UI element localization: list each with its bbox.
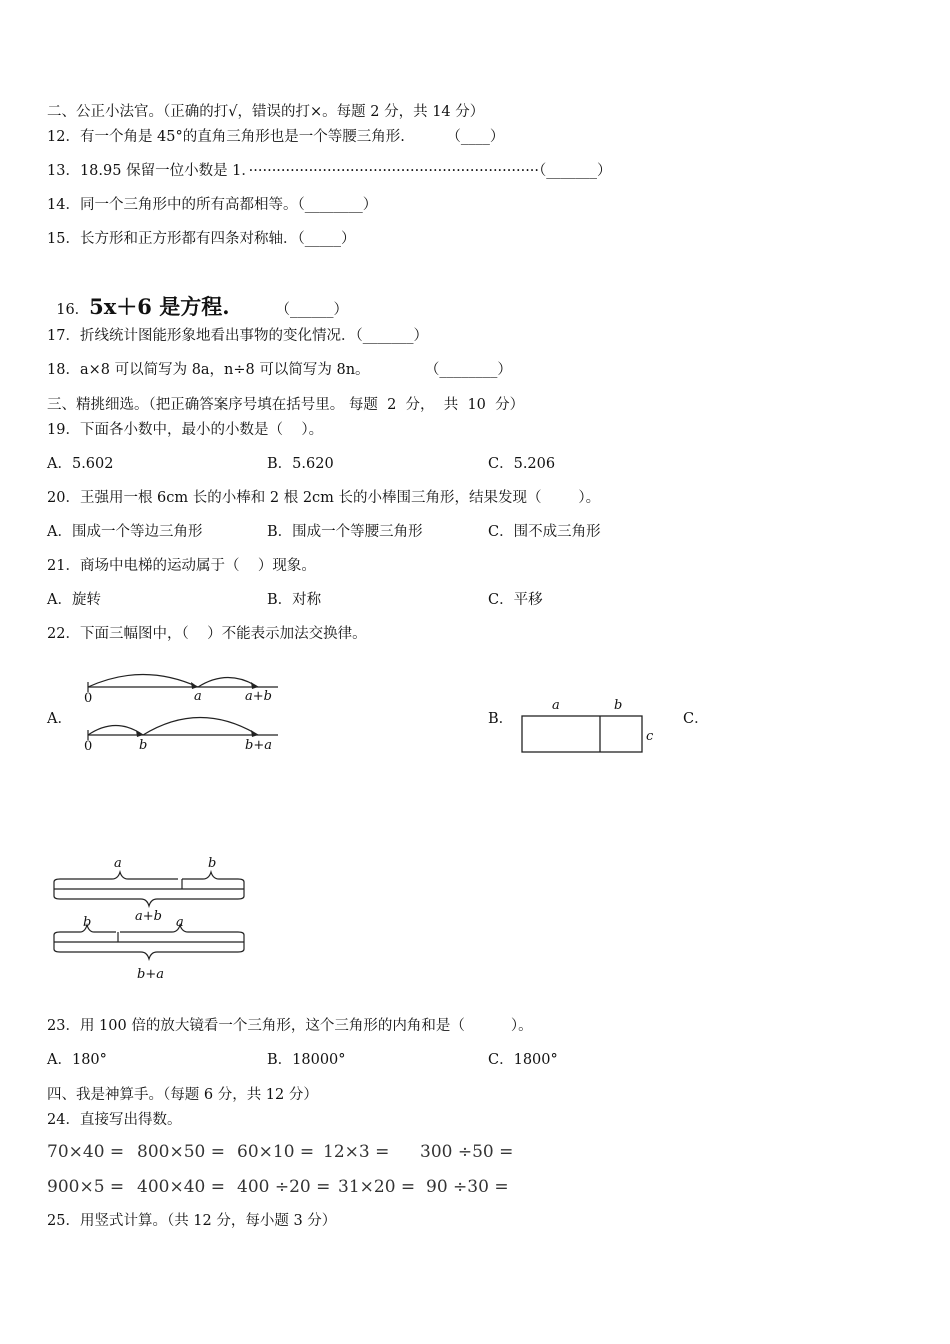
question-20: 20．王强用一根 6cm 长的小棒和 2 根 2cm 长的小棒围三角形，结果发现（ ）。: [47, 490, 601, 506]
fig-a-zero-top: 0: [84, 691, 93, 706]
fig-c-bottom-label-a: a: [176, 915, 184, 930]
question-21: 21．商场中电梯的运动属于（ ）现象。: [47, 558, 316, 574]
q19-option-a: A．5.602: [47, 456, 114, 472]
fig-c-bottom-label-b: b: [83, 915, 92, 930]
question-13: 13．18.95 保留一位小数是 1．·······························································（_______）: [47, 163, 612, 179]
fig-c-label-a-plus-b: a+b: [135, 909, 162, 924]
question-15: 15．长方形和正方形都有四条对称轴．（_____）: [47, 231, 356, 247]
figure-c-braces: [48, 852, 258, 987]
question-22: 22．下面三幅图中，（ ）不能表示加法交换律。: [47, 626, 367, 642]
fig-a-label-a-plus-b: a+b: [245, 689, 272, 704]
fig-b-label-a: a: [552, 698, 560, 713]
calc-row2-item5: 90 ÷30 =: [426, 1177, 509, 1197]
section4-heading: 四、我是神算手。（每题 6 分，共 12 分）: [47, 1087, 318, 1103]
question-12: 12．有一个角是 45°的直角三角形也是一个等腰三角形. （____）: [47, 129, 505, 145]
q19-option-b: B．5.620: [267, 456, 334, 472]
section3-heading: 三、精挑细选。（把正确答案序号填在括号里。 每题 2 分， 共 10 分）: [47, 397, 525, 413]
fig-a-label-b-plus-a: b+a: [245, 738, 272, 753]
q23-option-b: B．18000°: [267, 1052, 346, 1068]
question-16-blank: （______）: [275, 302, 349, 318]
figure-b-rectangle: [515, 692, 665, 758]
fig-c-top-label-b: b: [208, 856, 217, 871]
question-16-number: 16．: [56, 302, 90, 318]
figure-a-number-lines: [78, 660, 288, 760]
fig-c-top-label-a: a: [114, 856, 122, 871]
q19-option-c: C．5.206: [488, 456, 556, 472]
q21-option-b: B．对称: [267, 592, 322, 608]
calc-row1-item5: 300 ÷50 =: [420, 1142, 514, 1162]
question-17: 17．折线统计图能形象地看出事物的变化情况．（_______）: [47, 328, 428, 344]
q20-option-c: C．围不成三角形: [488, 524, 601, 540]
question-25: 25．用竖式计算。（共 12 分，每小题 3 分）: [47, 1213, 337, 1229]
calc-row2-item4: 31×20 =: [338, 1177, 416, 1197]
fig-b-label-c: c: [646, 729, 654, 744]
q20-option-a: A．围成一个等边三角形: [47, 524, 203, 540]
q22-label-c: C．: [683, 711, 709, 727]
question-18: 18．a×8 可以简写为 8a，n÷8 可以简写为 8n。 （________）: [47, 362, 512, 378]
q21-option-c: C．平移: [488, 592, 543, 608]
question-23: 23．用 100 倍的放大镜看一个三角形，这个三角形的内角和是（ ）。: [47, 1018, 533, 1034]
q23-option-a: A．180°: [47, 1052, 107, 1068]
calc-row2-item3: 400 ÷20 =: [237, 1177, 331, 1197]
calc-row1-item2: 800×50 =: [137, 1142, 225, 1162]
question-19: 19．下面各小数中，最小的小数是（ ）。: [47, 422, 324, 438]
calc-row1-item4: 12×3 =: [323, 1142, 390, 1162]
fig-a-zero-bottom: 0: [84, 739, 93, 754]
fig-a-label-a: a: [194, 689, 202, 704]
question-16-expression: 5x＋6 是方程.: [89, 294, 230, 319]
q22-label-a: A．: [47, 711, 72, 727]
question-14: 14．同一个三角形中的所有高都相等。（________）: [47, 197, 378, 213]
calc-row1-item1: 70×40 =: [47, 1142, 125, 1162]
fig-b-label-b: b: [614, 698, 623, 713]
q21-option-a: A．旋转: [47, 592, 101, 608]
calc-row2-item2: 400×40 =: [137, 1177, 225, 1197]
q20-option-b: B．围成一个等腰三角形: [267, 524, 423, 540]
calc-row1-item3: 60×10 =: [237, 1142, 315, 1162]
question-16: [47, 274, 348, 320]
section2-heading: 二、公正小法官。（正确的打√，错误的打×。每题 2 分，共 14 分）: [47, 104, 485, 120]
q23-option-c: C．1800°: [488, 1052, 558, 1068]
fig-a-label-b: b: [139, 738, 148, 753]
q22-label-b: B．: [488, 711, 514, 727]
question-24: 24．直接写出得数。: [47, 1112, 182, 1128]
calc-row2-item1: 900×5 =: [47, 1177, 125, 1197]
fig-c-label-b-plus-a: b+a: [137, 967, 164, 982]
